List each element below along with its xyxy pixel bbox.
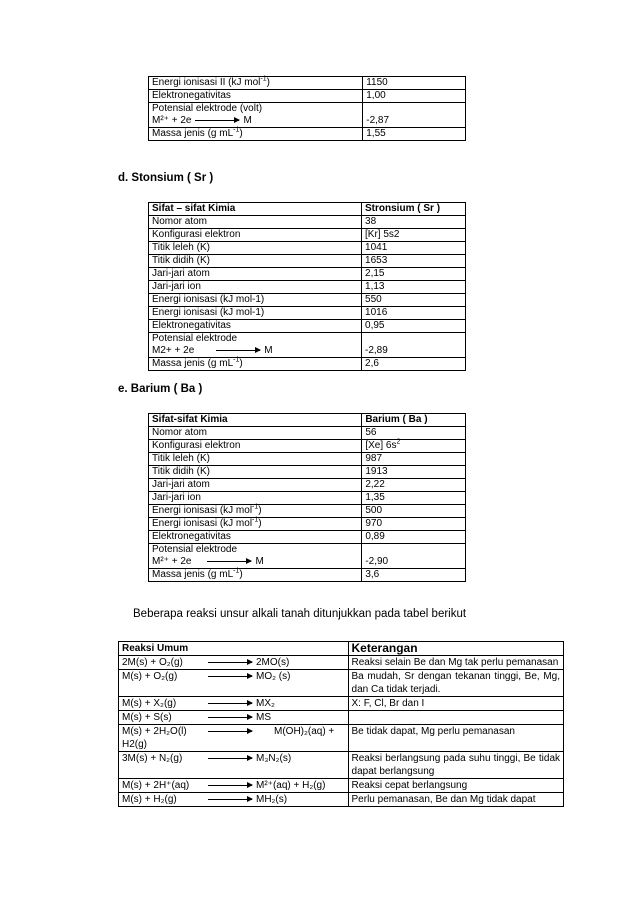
property-label: Energi ionisasi (kJ mol-1): [149, 294, 362, 307]
property-label: Titik didih (K): [149, 255, 362, 268]
table-row: Konfigurasi elektron [Xe] $6s^2$: [149, 440, 466, 453]
reactions-table: [118, 641, 564, 807]
table-row: Energi ionisasi (kJ mol$^{-1}$) 970: [149, 518, 466, 531]
arrow-icon: [208, 758, 252, 759]
arrow-icon: [216, 350, 260, 351]
table-row: Massa jenis (g $mL^{-1}$) 3,6: [149, 569, 466, 582]
reaction-note: Ba mudah, Sr dengan tekanan tinggi, Be, Mg, dan Ca tidak terjadi.: [348, 670, 563, 697]
table-row: [149, 427, 466, 440]
property-value: 2,6: [362, 358, 466, 371]
column-header: Sifat-sifat Kimia: [149, 414, 362, 427]
reaction-note: Perlu pemanasan, Be dan Mg tidak dapat: [348, 793, 563, 807]
column-header: Stronsium ( Sr ): [362, 203, 466, 216]
property-label: Elektronegativitas: [149, 320, 362, 333]
reaction-equation: M(s) + S(s) MS: [122, 712, 271, 723]
table-row: [119, 793, 564, 807]
table-row: [119, 670, 564, 697]
property-value: 1041: [362, 242, 466, 255]
section-heading-barium: e. Barium ( Ba ): [118, 383, 203, 395]
property-label: Energi ionisasi (kJ mol: [152, 518, 253, 529]
property-label: Titik didih (K): [149, 466, 362, 479]
table-row: M(s) + 2H₂O(l) M(OH)₂(aq) + H2(g) Be tidak dapat, Mg perlu pemanasan: [119, 725, 564, 752]
property-value: 3,6: [362, 569, 466, 582]
property-label: Titik leleh (K): [149, 242, 362, 255]
property-label: Jari-jari ion: [149, 492, 362, 505]
column-header: Reaksi Umum: [119, 642, 349, 656]
property-value: 1,35: [362, 492, 466, 505]
table-row: [149, 453, 466, 466]
reaction-note: Be tidak dapat, Mg perlu pemanasan: [348, 725, 563, 752]
column-header: Keterangan: [348, 642, 563, 656]
property-value: 1653: [362, 255, 466, 268]
property-value: 2,22: [362, 479, 466, 492]
table-header-row: [149, 203, 466, 216]
reaction-equation: 2M(s) + O₂(g) 2MO(s): [122, 657, 290, 668]
property-value: -2,87: [363, 103, 466, 128]
property-label: Energi ionisasi II (kJ mol: [152, 77, 261, 88]
property-value: 1,55: [363, 128, 466, 141]
column-header: Sifat – sifat Kimia: [149, 203, 362, 216]
arrow-icon: [208, 703, 252, 704]
property-value: -2,89: [362, 333, 466, 358]
table-row: [149, 281, 466, 294]
property-label: Jari-jari atom: [149, 268, 362, 281]
reaction-equation: M(s) + X₂(g) MX₂: [122, 698, 275, 709]
electrode-equation: M2+ + 2e M: [152, 345, 273, 356]
property-label: Nomor atom: [149, 427, 362, 440]
table-row: [149, 320, 466, 333]
reaction-equation: M(s) + H₂(g) MH₂(s): [122, 794, 288, 805]
property-label: Jari-jari ion: [149, 281, 362, 294]
property-label: Potensial elektrode: [152, 333, 238, 344]
reaction-equation: M(s) + O₂(g) MO₂ (s): [122, 671, 291, 682]
reaction-equation: M(s) + 2H⁺(aq) M²⁺(aq) + H₂(g): [122, 780, 326, 791]
property-value: 987: [362, 453, 466, 466]
table-row: [149, 103, 466, 128]
table-row: [119, 711, 564, 725]
table-row: [119, 656, 564, 670]
table-row: [149, 492, 466, 505]
property-label: Konfigurasi elektron: [149, 229, 362, 242]
property-value: [Kr] 5s2: [362, 229, 466, 242]
arrow-icon: [195, 120, 239, 121]
reaction-note: Reaksi selain Be dan Mg tak perlu pemanasan: [348, 656, 563, 670]
electrode-equation: M²⁺ + 2e M: [152, 556, 264, 567]
property-value: [Xe] 6s: [365, 440, 397, 451]
property-value: 1150: [363, 77, 466, 90]
table-row: [119, 752, 564, 779]
table-row: [149, 229, 466, 242]
column-header: Barium ( Ba ): [362, 414, 466, 427]
reaction-note: [348, 711, 563, 725]
table-row: [149, 294, 466, 307]
table-row: [149, 268, 466, 281]
property-label: Konfigurasi elektron: [149, 440, 362, 453]
property-value: 550: [362, 294, 466, 307]
table-row: Energi ionisasi II (kJ mol$^{-1}$) 1150: [149, 77, 466, 90]
arrow-icon: [208, 676, 252, 677]
table-row: [149, 466, 466, 479]
property-label: Potensial elektrode (volt): [152, 103, 263, 114]
property-value: 0,89: [362, 531, 466, 544]
table-row: Massa jenis (g $mL^{-1}$) 2,6: [149, 358, 466, 371]
arrow-icon: [208, 799, 252, 800]
strontium-table: [148, 202, 466, 371]
table-header-row: [119, 642, 564, 656]
property-value: 56: [362, 427, 466, 440]
property-label: Nomor atom: [149, 216, 362, 229]
reaction-equation: M(s) + 2H₂O(l) M(OH)₂(aq) +: [122, 726, 335, 737]
property-label: Massa jenis (g mL: [152, 128, 234, 139]
reaction-note: Reaksi cepat berlangsung: [348, 779, 563, 793]
property-value: 1,13: [362, 281, 466, 294]
arrow-icon: [208, 662, 252, 663]
property-value: 500: [362, 505, 466, 518]
property-label: Elektronegativitas: [149, 531, 362, 544]
property-value: 38: [362, 216, 466, 229]
arrow-icon: [208, 731, 252, 732]
table-row: [149, 90, 466, 103]
table-row: [119, 697, 564, 711]
property-label: Titik leleh (K): [149, 453, 362, 466]
table-row: [149, 255, 466, 268]
table-row: [149, 307, 466, 320]
property-value: 1913: [362, 466, 466, 479]
reactions-intro-text: Beberapa reaksi unsur alkali tanah ditunjukkan pada tabel berikut: [133, 608, 467, 620]
property-value: 1016: [362, 307, 466, 320]
table-row: Energi ionisasi (kJ mol$^{-1}$) 500: [149, 505, 466, 518]
electrode-equation: M²⁺ + 2e M: [152, 115, 252, 126]
arrow-icon: [207, 561, 251, 562]
property-label: Potensial elektrode: [152, 544, 238, 555]
section-heading-strontium: d. Stonsium ( Sr ): [118, 172, 214, 184]
property-value: 1,00: [363, 90, 466, 103]
property-label: Jari-jari atom: [149, 479, 362, 492]
property-value: -2,90: [362, 544, 466, 569]
property-value: 0,95: [362, 320, 466, 333]
reaction-note: Reaksi berlangsung pada suhu tinggi, Be tidak dapat berlangsung: [348, 752, 563, 779]
table-row: [149, 531, 466, 544]
table-row: [149, 333, 466, 358]
property-label: Massa jenis (g mL: [152, 358, 234, 369]
property-value: 970: [362, 518, 466, 531]
table-row: [149, 544, 466, 569]
table-row: [119, 779, 564, 793]
calcium-continuation-table: [148, 76, 466, 141]
barium-table: [148, 413, 466, 582]
reaction-note: X: F, Cl, Br dan I: [348, 697, 563, 711]
property-value: 2,15: [362, 268, 466, 281]
property-label: Massa jenis (g mL: [152, 569, 234, 580]
table-row: Massa jenis (g $mL^{-1}$) 1,55: [149, 128, 466, 141]
property-label: Elektronegativitas: [149, 90, 363, 103]
arrow-icon: [208, 717, 252, 718]
arrow-icon: [208, 785, 252, 786]
reaction-equation: 3M(s) + N₂(g) M₃N₂(s): [122, 753, 292, 764]
table-header-row: [149, 414, 466, 427]
table-row: [149, 242, 466, 255]
table-row: [149, 216, 466, 229]
property-label: Energi ionisasi (kJ mol: [152, 505, 253, 516]
table-row: [149, 479, 466, 492]
property-label: Energi ionisasi (kJ mol-1): [149, 307, 362, 320]
